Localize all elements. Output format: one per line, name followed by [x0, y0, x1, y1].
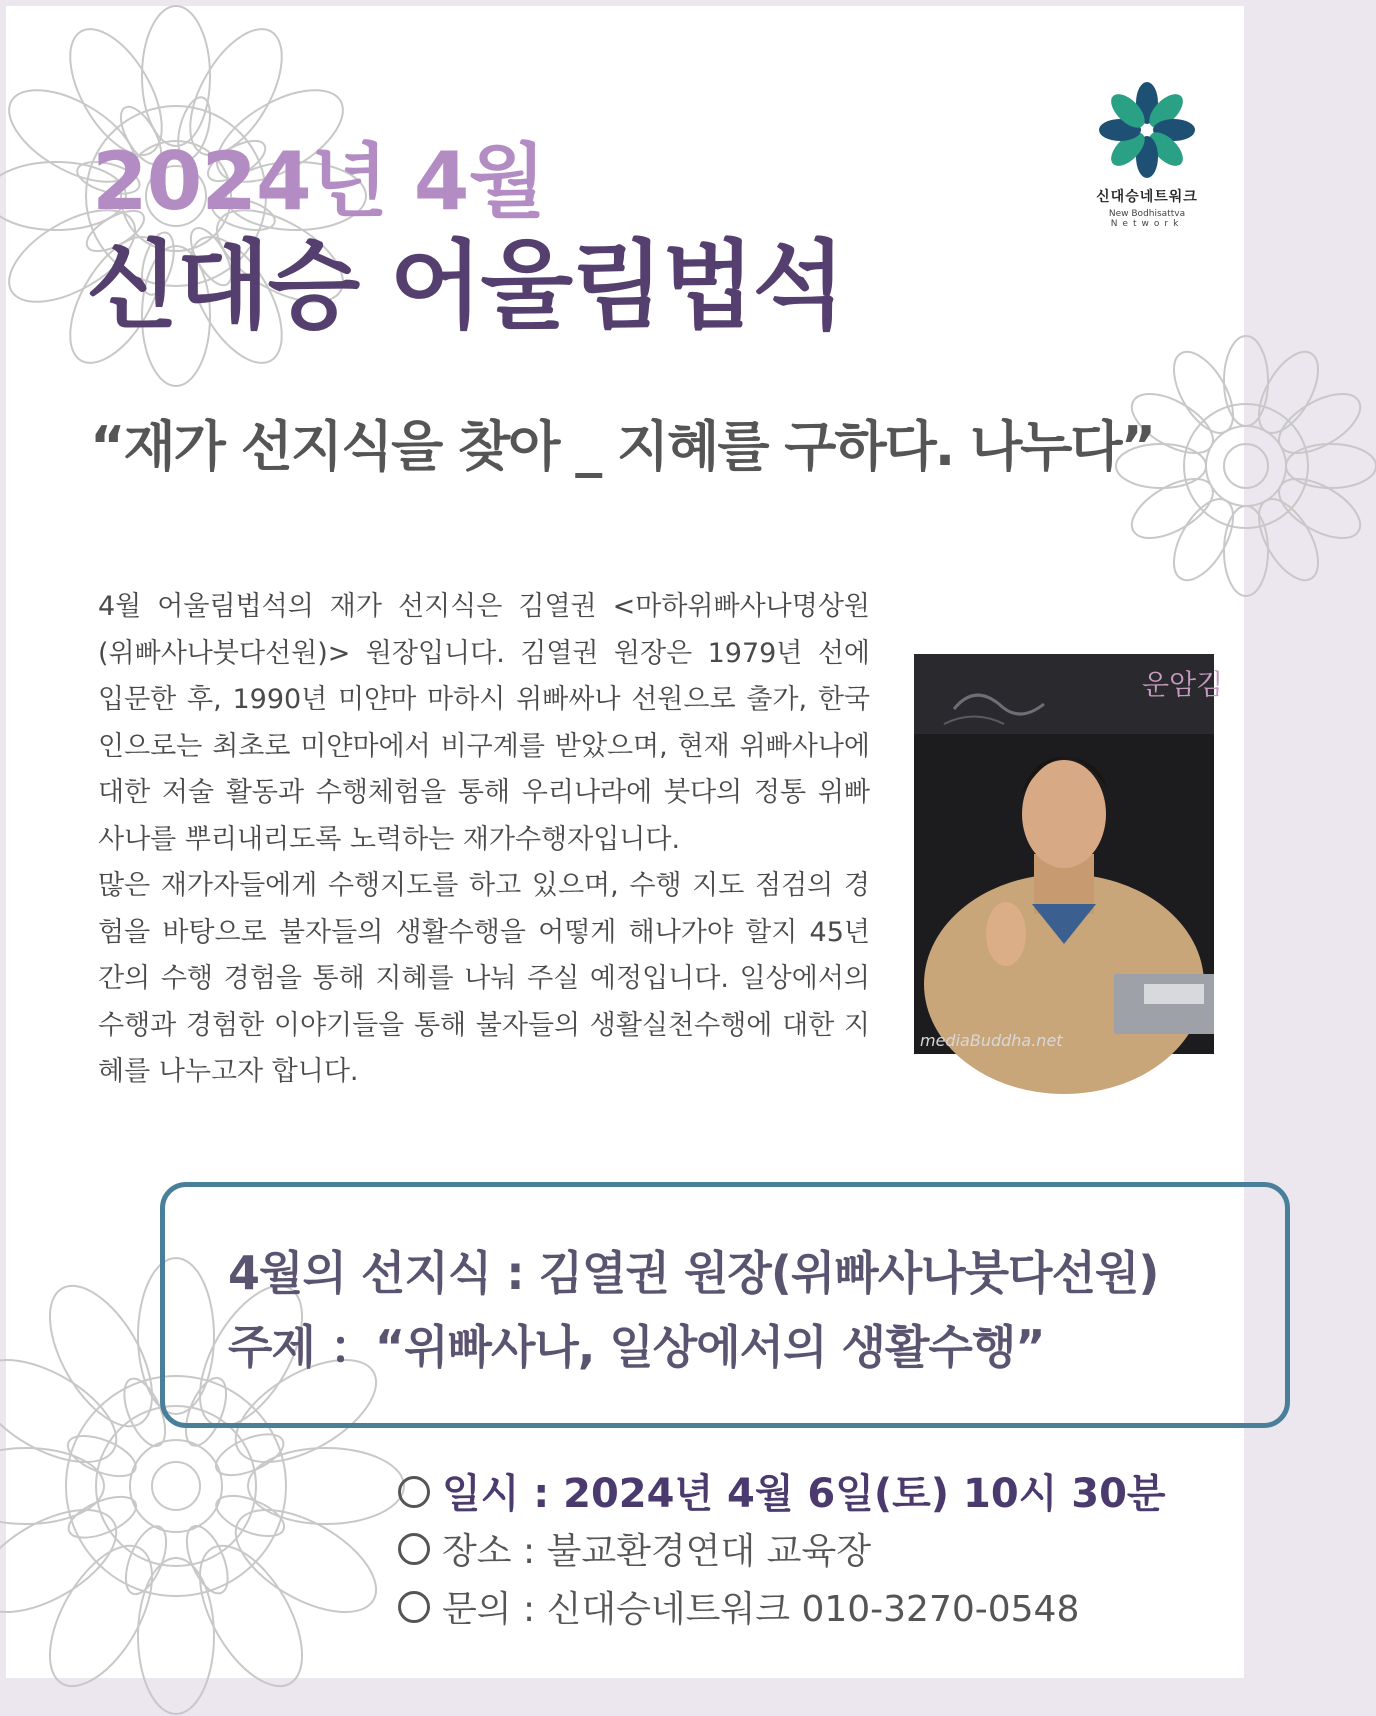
- mandala-right-decoration: [1116, 336, 1376, 596]
- speaker-photo: [914, 654, 1224, 1054]
- logo-name-english-2: Network: [1110, 219, 1184, 229]
- photo-watermark: mediaBuddha.net: [920, 1031, 1063, 1050]
- event-date-text: 일시 : 2024년 4월 6일(토) 10시 30분: [442, 1471, 1166, 1517]
- event-contact-text: 문의 : 신대승네트워크 010-3270-0548: [442, 1589, 1080, 1630]
- poster: [6, 6, 1244, 1678]
- topic-line: 주제 ：“위빠사나, 일상에서의 생활수행”: [228, 1320, 1045, 1374]
- intro-text: [98, 584, 870, 1096]
- intro-paragraph-1: 4월 어울림법석의 재가 선지식은 김열권 <마하위빠사나명상원 (위빠사나붓다선원)> 원장입니다. 김열권 원장은 1979년 선에 입문한 후, 1990년 미얀마 마하시 위빠싸나 선원으로 출가, 한국인으로는 최초로 미얀마에서 비구계를 받았으며, 현재 위빠사나에 대한 저술 활동과 수행체험을 통해 우리나라에 붓다의 정통 위빠사나를 뿌리내리도록 노력하는 재가수행자입니다.: [98, 591, 870, 855]
- event-contact: [398, 1589, 1080, 1630]
- speaker-topic-box: [160, 1182, 1290, 1428]
- poster-subtitle: “재가 선지식을 찾아 _ 지혜를 구하다. 나누다”: [90, 415, 1155, 478]
- circle-bullet-icon: [398, 1476, 430, 1508]
- logo: [1082, 80, 1212, 229]
- circle-bullet-icon: [398, 1591, 430, 1623]
- speaker-line: 4월의 선지식 : 김열권 원장(위빠사나붓다선원): [228, 1246, 1159, 1300]
- logo-name-korean: 신대승네트워크: [1096, 189, 1198, 205]
- intro-paragraph-2: 많은 재가자들에게 수행지도를 하고 있으며, 수행 지도 점검의 경험을 바탕으로 불자들의 생활수행을 어떻게 해나가야 할지 45년간의 수행 경험을 통해 지혜를 나눠 주실 예정입니다. 일상에서의 수행과 경험한 이야기들을 통해 불자들의 생활실천수행에 대한 지혜를 나누고자 합니다.: [98, 870, 870, 1087]
- event-place-text: 장소 : 불교환경연대 교육장: [442, 1531, 871, 1572]
- poster-title: 신대승 어울림법석: [86, 230, 844, 342]
- circle-bullet-icon: [398, 1533, 430, 1565]
- event-date: [398, 1471, 1166, 1517]
- year-month-heading: 2024년 4월: [92, 135, 545, 228]
- event-place: [398, 1531, 871, 1572]
- logo-name-english-1: New Bodhisattva: [1108, 209, 1186, 219]
- flower-logo-icon: [1097, 80, 1197, 180]
- photo-sign-text: 운암김: [1142, 668, 1224, 701]
